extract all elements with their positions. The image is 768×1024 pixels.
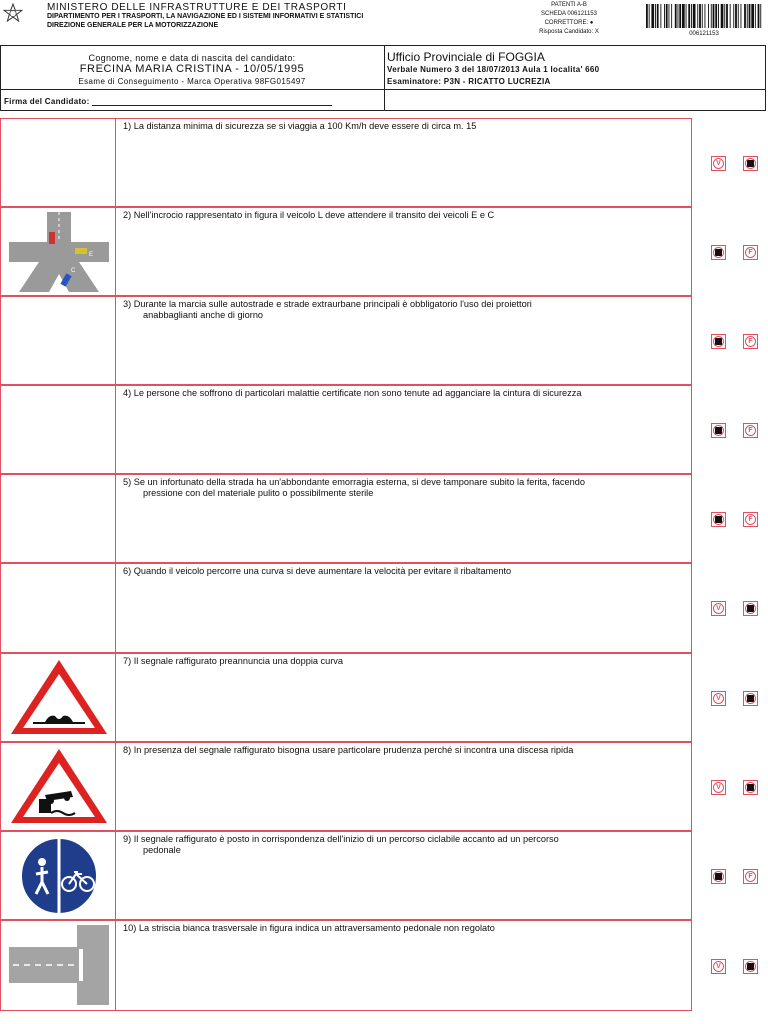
barcode-bar [682,4,685,28]
answer-checkbox-f[interactable] [743,512,758,527]
barcode-bar [649,4,650,28]
barcode-bar [749,4,751,28]
road-stripe-image [9,925,109,1005]
svg-text:C: C [71,268,76,274]
question-body: In presenza del segnale raffigurato bisogna usare particolare prudenza perché si incontra una discesa ripida [133,745,574,755]
question-row [0,653,692,742]
answer-option-label [713,871,724,882]
answer-option-label [745,782,756,793]
signature-line [92,97,332,106]
answer-option-label: V [713,158,724,169]
answer-checkbox-v[interactable] [711,959,726,974]
answer-checkbox-f[interactable] [743,156,758,171]
answer-option-label: F [745,336,756,347]
question-row [0,296,692,385]
answer-checkbox-f[interactable] [743,780,758,795]
answer-checkbox-v[interactable] [711,780,726,795]
question-text-cell [115,118,692,207]
question-number: 6) [123,566,134,576]
answer-checkbox-v[interactable] [711,691,726,706]
answer-checkbox-v[interactable] [711,245,726,260]
question-text-cell [115,563,692,653]
question-text [123,566,678,577]
answer-checkbox-v[interactable] [711,334,726,349]
info-divider-horizontal [0,89,766,90]
question-text-cell [115,831,692,920]
answer-option-label: V [713,603,724,614]
answer-checkbox-f[interactable] [743,691,758,706]
barcode-bar [726,4,728,28]
question-image-cell [0,385,116,474]
answer-checkbox-f[interactable] [743,601,758,616]
answer-option-label: V [713,961,724,972]
intersection-image [9,212,109,292]
answer-checkbox-v[interactable] [711,601,726,616]
answer-checkbox-f[interactable] [743,869,758,884]
candidate-name: FRECINA MARIA CRISTINA - 10/05/1995 [79,63,305,75]
corrector-legend: CORRETTORE: ● [544,20,594,26]
question-row [0,474,692,563]
question-row [0,563,692,653]
barcode-bar [705,4,706,28]
barcode-bar [718,4,719,28]
answer-option-label [745,603,756,614]
question-body-continued: pressione con del materiale pulito o possibilmente sterile [143,488,374,498]
ministry-title: MINISTERO DELLE INFRASTRUTTURE E DEI TRASPORTI [47,2,347,13]
barcode-bar [702,4,703,28]
question-row [0,385,692,474]
barcode-bar [697,4,698,28]
question-text [123,388,678,399]
answer-checkbox-v[interactable] [711,156,726,171]
barcode-bar [744,4,746,28]
answer-option-label [745,158,756,169]
barcode-bar [760,4,761,28]
question-row [0,831,692,920]
sheet-number: SCHEDA 006121153 [541,11,597,17]
question-row [0,742,692,831]
question-text [123,745,678,756]
answer-legend: Risposta Candidato: X [539,29,599,35]
barcode-bar [678,4,679,28]
barcode-bar [646,4,648,28]
barcode-bar [688,4,690,28]
answer-checkbox-f[interactable] [743,245,758,260]
answer-option-label: F [745,871,756,882]
barcode-bar [724,4,725,28]
signature-field [4,97,332,106]
question-text [123,210,678,221]
answer-checkbox-v[interactable] [711,869,726,884]
svg-text:L: L [43,238,47,244]
barcode-bar [747,4,748,28]
question-image-cell [0,118,116,207]
answer-option-label [745,961,756,972]
question-text [123,656,678,667]
barcode-bar [730,4,731,28]
question-row [0,920,692,1011]
ped-bike-sign-image [9,836,109,916]
barcode-bar [655,4,656,28]
question-body: Il segnale raffigurato preannuncia una doppia curva [133,656,343,666]
answer-option-label: V [713,782,724,793]
question-number: 10) [123,923,139,933]
answer-option-label [713,514,724,525]
barcode-bar [758,4,760,28]
question-number: 9) [123,834,134,844]
question-image-cell [0,653,116,742]
answer-option-label: F [745,514,756,525]
barcode-bar [651,4,654,28]
department-title: DIPARTIMENTO PER I TRASPORTI, LA NAVIGAZIONE ED I SISTEMI INFORMATIVI E STATISTICI [47,13,364,20]
question-number: 7) [123,656,134,666]
question-text-cell [115,474,692,563]
examiner-info: Esaminatore: P3N - RICATTO LUCREZIA [387,77,551,86]
barcode-bar [715,4,717,28]
question-body: La distanza minima di sicurezza se si viaggia a 100 Km/h deve essere di circa m. 15 [133,121,477,131]
report-info: Verbale Numero 3 del 18/07/2013 Aula 1 localita' 660 [387,65,600,74]
signature-label: Firma del Candidato: [4,97,90,106]
question-image-cell [0,296,116,385]
republic-emblem-icon [3,3,23,23]
answer-checkbox-v[interactable] [711,423,726,438]
candidate-label: Cognome, nome e data di nascita del candidato: [88,53,296,63]
question-text-cell [115,296,692,385]
barcode-bar [699,4,701,28]
document-header [0,0,768,44]
barcode-bar [657,4,659,28]
question-number: 5) [123,477,134,487]
question-text-cell [115,207,692,296]
question-number: 4) [123,388,134,398]
question-body: Quando il veicolo percorre una curva si deve aumentare la velocità per evitare il ribaltamento [133,566,512,576]
answer-option-label [745,693,756,704]
questions-table [0,118,692,1011]
barcode-bar [741,4,742,28]
question-text-cell [115,653,692,742]
answer-option-label: V [713,693,724,704]
question-number: 2) [123,210,134,220]
question-body: Le persone che soffrono di particolari malattie certificate non sono tenute ad agganciare la cintura di sicurezza [133,388,582,398]
barcode-bar [733,4,734,28]
answer-option-label [713,425,724,436]
direction-title: DIREZIONE GENERALE PER LA MOTORIZZAZIONE [47,22,219,29]
answer-option-label [713,247,724,258]
question-image-cell [0,920,116,1011]
licence-type: PATENTI A-B [551,2,587,8]
svg-text:E: E [89,252,94,258]
question-number: 1) [123,121,134,131]
question-image-cell [0,474,116,563]
barcode-bar [721,4,724,28]
question-text-cell [115,920,692,1011]
question-body: Nell'incrocio rappresentato in figura il veicolo L deve attendere il transito dei veicoli E e C [133,210,495,220]
question-body: Il segnale raffigurato è posto in corrispondenza dell'inizio di un percorso ciclabile accanto ad un percorso [133,834,559,844]
barcode-bar [708,4,709,28]
barcode-bar [691,4,692,28]
candidate-info-box [0,45,768,111]
question-text [123,477,678,499]
barcode-bar [679,4,681,28]
answer-checkbox-f[interactable] [743,334,758,349]
answer-option-label [713,336,724,347]
info-divider-vertical [384,45,385,111]
question-body-continued: pedonale [143,845,181,855]
answer-option-label: F [745,425,756,436]
answer-checkbox-v[interactable] [711,512,726,527]
answer-checkbox-f[interactable] [743,423,758,438]
question-text [123,834,678,856]
barcode-bar [751,4,754,28]
barcode-bar [671,4,672,28]
barcode-bar [666,4,668,28]
question-body: Durante la marcia sulle autostrade e strade extraurbane principali è obbligatorio l'uso dei proiettori [133,299,532,309]
question-body-continued: anabbaglianti anche di giorno [143,310,264,320]
quay-sign-image [9,747,109,827]
answer-option-label: F [745,247,756,258]
question-number: 3) [123,299,134,309]
barcode-bar [711,4,712,28]
barcode-bar [686,4,687,28]
question-body: La striscia bianca trasversale in figura indica un attraversamento pedonale non regolato [138,923,495,933]
question-image-cell [0,563,116,653]
barcode-bar [693,4,696,28]
barcode-bar [713,4,715,28]
office-name: Ufficio Provinciale di FOGGIA [387,50,545,64]
question-number: 8) [123,745,134,755]
question-text [123,923,678,934]
barcode-bar [675,4,677,28]
answer-checkbox-f[interactable] [743,959,758,974]
bump-sign-image [9,658,109,738]
question-text [123,299,678,321]
barcode [646,4,762,28]
barcode-number: 006121153 [689,31,719,37]
barcode-bar [660,4,661,28]
question-text-cell [115,742,692,831]
barcode-bar [755,4,756,28]
question-image-cell [0,831,116,920]
barcode-bar [664,4,665,28]
sheet-meta [516,1,622,37]
question-body: Se un infortunato della strada ha un'abbondante emorragia esterna, si deve tamponare subito la ferita, facendo [133,477,585,487]
question-image-cell [0,742,116,831]
question-image-cell [0,207,116,296]
question-row [0,207,692,296]
barcode-bar [738,4,739,28]
question-text [123,121,678,132]
exam-info: Esame di Conseguimento - Marca Operativa 98FG015497 [78,77,306,86]
barcode-bar [669,4,670,28]
question-text-cell [115,385,692,474]
question-row [0,118,692,207]
barcode-bar [735,4,737,28]
